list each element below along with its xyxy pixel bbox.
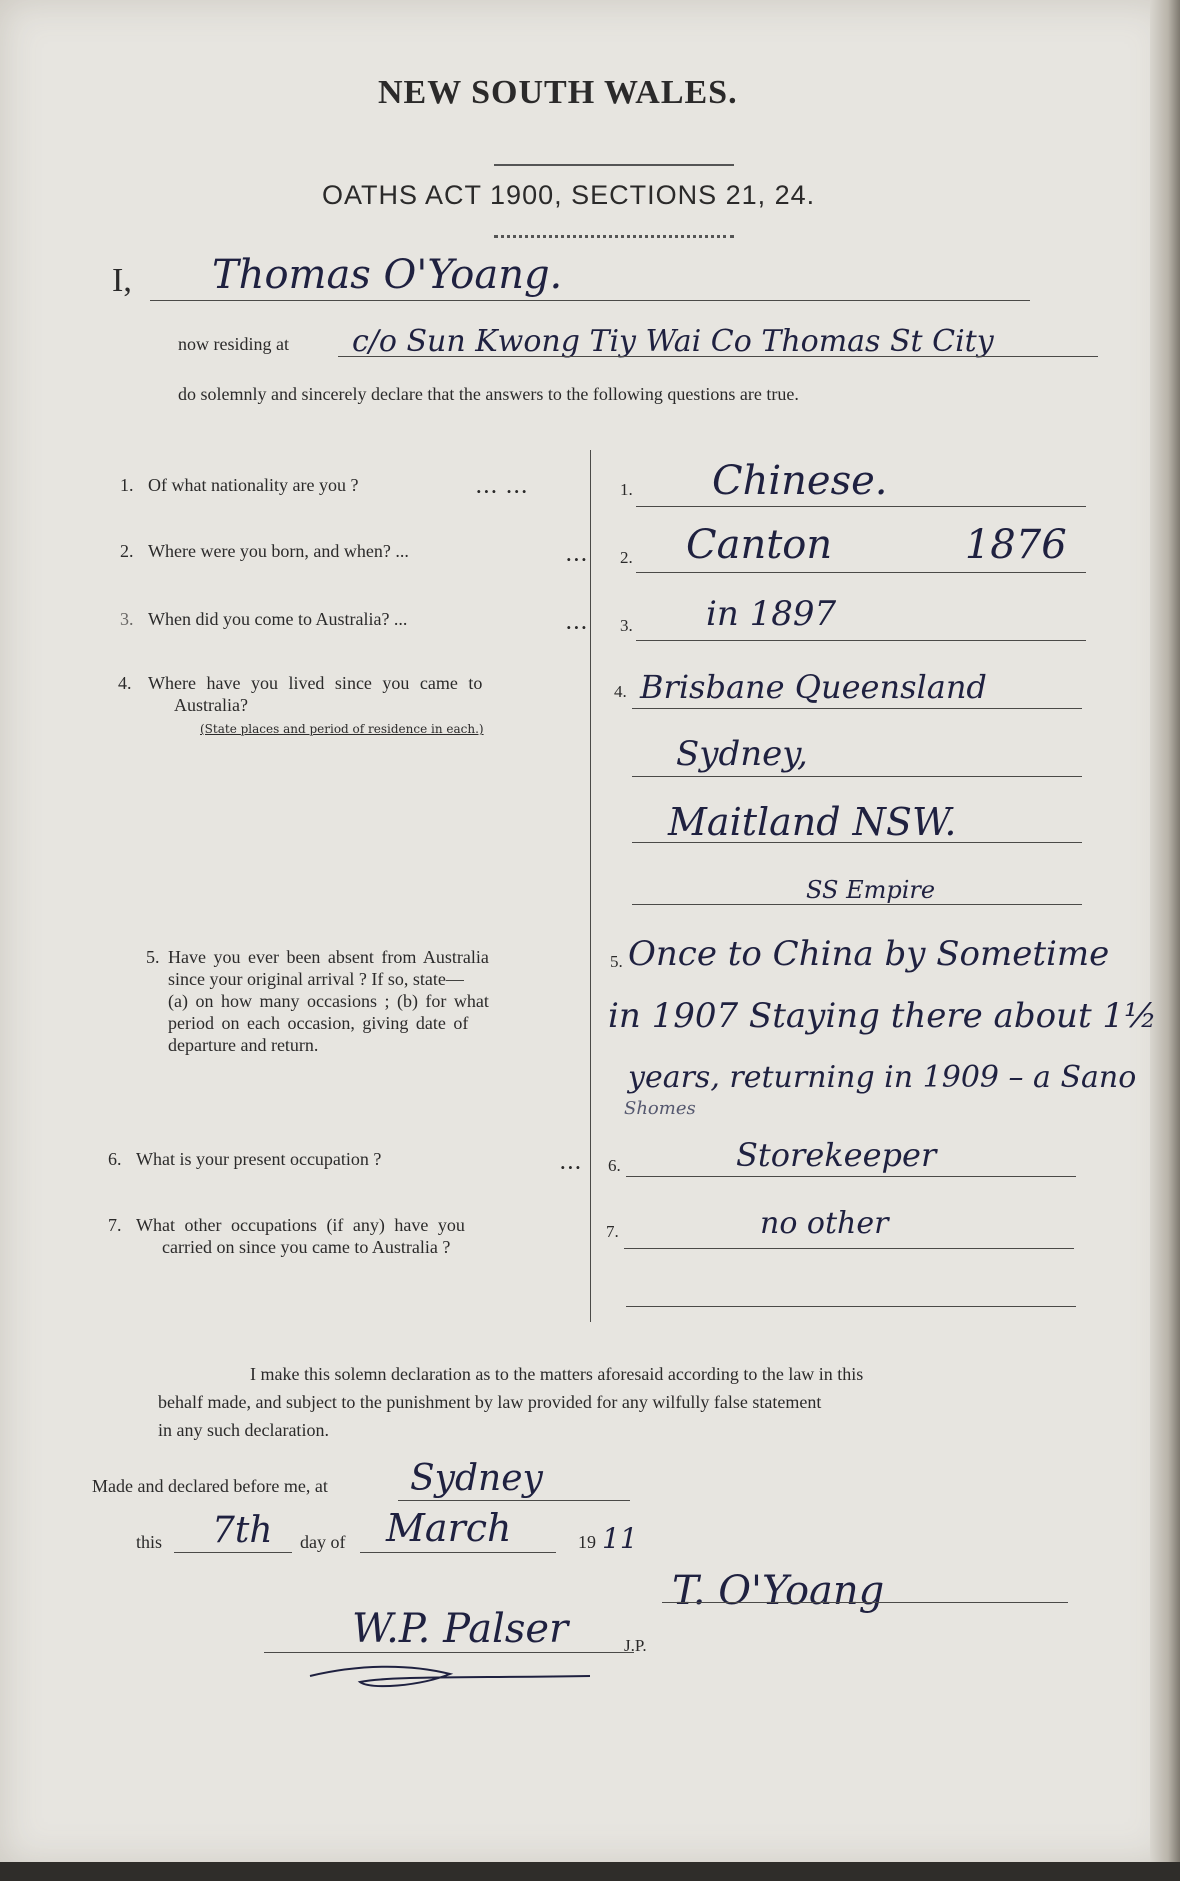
declarant-name: Thomas O'Yoang. [212, 252, 563, 298]
answer-3-line [636, 640, 1086, 641]
answer-7: no other [760, 1206, 889, 1241]
page-bottom-edge [0, 1862, 1180, 1881]
made-declared-label: Made and declared before me, at [92, 1476, 328, 1496]
question-6-dots: ... [560, 1154, 583, 1173]
declaration-line-3: in any such declaration. [158, 1420, 329, 1440]
declarant-signature: T. O'Yoang [672, 1568, 885, 1614]
answer-1-line [636, 506, 1086, 507]
question-2-text: Where were you born, and when? ... [148, 541, 409, 561]
page-edge [1150, 0, 1180, 1881]
answer-1: Chinese. [712, 458, 888, 504]
declarant-signature-line [662, 1602, 1068, 1603]
question-7-text-line2: carried on since you came to Australia ? [162, 1237, 451, 1257]
answer-2: Canton 1876 [686, 522, 1067, 568]
answer-3: in 1897 [706, 594, 837, 634]
form-subtitle: OATHS ACT 1900, SECTIONS 21, 24. [322, 180, 816, 210]
declaration-statement: do solemnly and sincerely declare that the answers to the following questions are true. [178, 384, 799, 404]
year-suffix: 11 [602, 1522, 638, 1555]
question-6-number: 6. [108, 1149, 122, 1169]
question-5-number: 5. [146, 947, 160, 967]
answer-6-line [626, 1176, 1076, 1177]
question-1-number: 1. [120, 475, 134, 495]
answer-7-line [624, 1248, 1074, 1249]
declarant-prefix: I, [112, 262, 132, 299]
declaration-line-1: I make this solemn declaration as to the matters aforesaid according to the law in this [250, 1364, 864, 1384]
answer-3-number: 3. [620, 616, 633, 635]
column-divider [590, 450, 591, 1322]
question-5-text-line2: since your original arrival ? If so, state— [168, 969, 464, 989]
question-6-text: What is your present occupation ? [136, 1149, 382, 1169]
question-5-text-line4: period on each occasion, giving date of [168, 1013, 469, 1033]
question-5-text-line5: departure and return. [168, 1035, 319, 1055]
signing-place: Sydney [410, 1458, 543, 1499]
year-prefix: 19 [578, 1532, 596, 1552]
signing-month: March [386, 1506, 512, 1550]
answer-4-line4: SS Empire [806, 876, 936, 904]
witness-signature: W.P. Palser [352, 1606, 569, 1652]
residence-line [338, 356, 1098, 357]
answer-1-number: 1. [620, 480, 633, 499]
answer-5-line2: in 1907 Staying there about 1½ [608, 996, 1158, 1036]
answer-5-number: 5. [610, 952, 623, 971]
residence-label: now residing at [178, 334, 289, 354]
answer-5-line3: years, returning in 1909 – a Sano [628, 1060, 1137, 1095]
question-2-number: 2. [120, 541, 134, 561]
question-3-number: 3. [120, 609, 134, 629]
answer-4-line1: Brisbane Queensland [640, 668, 987, 706]
witness-title: J.P. [624, 1636, 647, 1655]
name-line [150, 300, 1030, 301]
question-7-number: 7. [108, 1215, 122, 1235]
witness-signature-line [264, 1652, 634, 1653]
question-4-number: 4. [118, 673, 132, 693]
question-1-text: Of what nationality are you ? [148, 475, 359, 495]
answer-6: Storekeeper [736, 1136, 937, 1174]
form-title: NEW SOUTH WALES. [378, 74, 738, 111]
answer-5-line4: Shomes [624, 1098, 696, 1119]
signature-flourish [300, 1656, 600, 1696]
month-line [360, 1552, 556, 1553]
place-line [398, 1500, 630, 1501]
question-4-note: (State places and period of residence in each.) [200, 722, 484, 736]
question-3-dots: ... [566, 614, 589, 633]
answer-4-line2: Sydney, [676, 734, 808, 774]
question-5-text-line3: (a) on how many occasions ; (b) for what [168, 991, 489, 1011]
signing-day: 7th [212, 1510, 273, 1551]
residence-value: c/o Sun Kwong Tiy Wai Co Thomas St City [352, 324, 994, 359]
question-2-dots: ... [566, 546, 589, 565]
question-5-text-line1: Have you ever been absent from Australia [168, 947, 489, 967]
answer-7-number: 7. [606, 1222, 619, 1241]
day-line [174, 1552, 292, 1553]
answer-4-number: 4. [614, 682, 627, 701]
answer-4-rule-2 [632, 776, 1082, 777]
answer-4-line3: Maitland NSW. [668, 800, 957, 844]
answer-6-number: 6. [608, 1156, 621, 1175]
question-4-text-line2: Australia? [174, 695, 248, 715]
answer-2-number: 2. [620, 548, 633, 567]
subtitle-divider [494, 232, 734, 238]
this-label: this [136, 1532, 163, 1552]
question-4-text-line1: Where have you lived since you came to [148, 673, 483, 693]
question-7-text-line1: What other occupations (if any) have you [136, 1215, 465, 1235]
answer-7-extra-line [626, 1306, 1076, 1307]
answer-5-line1: Once to China by Sometime [628, 934, 1110, 974]
answer-4-rule-4 [632, 904, 1082, 905]
answer-2-line [636, 572, 1086, 573]
title-divider [494, 164, 734, 166]
question-1-dots: ... ... [476, 478, 529, 497]
answer-4-rule-3 [632, 842, 1082, 843]
day-of-label: day of [300, 1532, 346, 1552]
answer-4-rule-1 [632, 708, 1082, 709]
declaration-line-2: behalf made, and subject to the punishment by law provided for any wilfully false statement [158, 1392, 822, 1412]
question-3-text: When did you come to Australia? ... [148, 609, 408, 629]
